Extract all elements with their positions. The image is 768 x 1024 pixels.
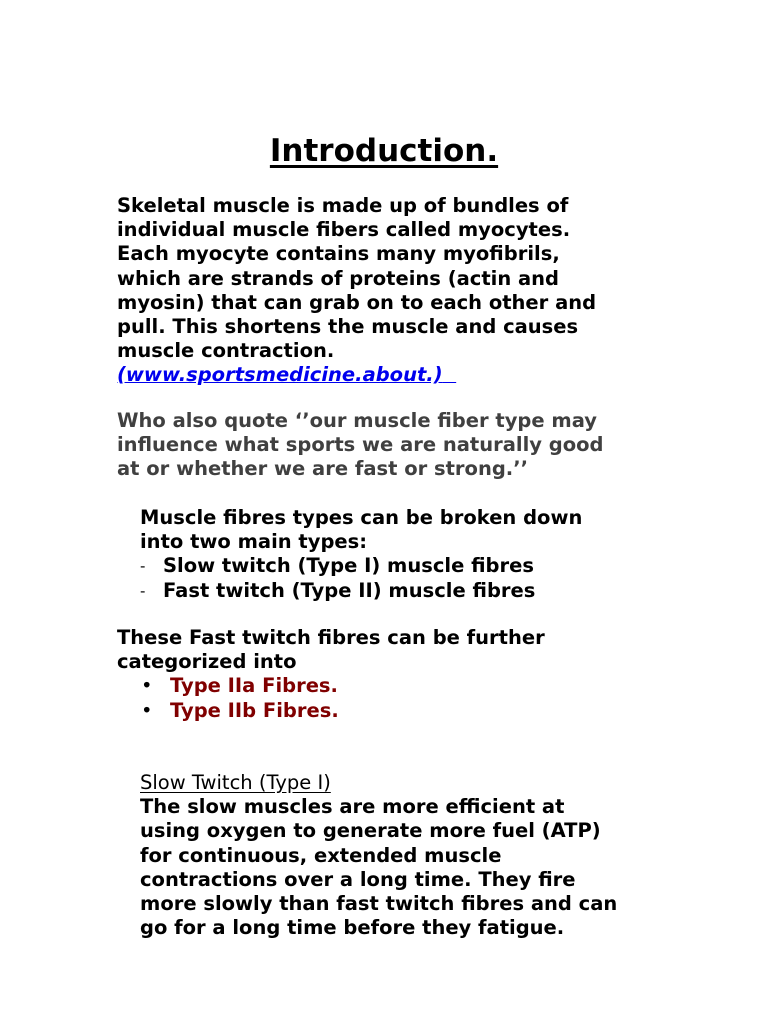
intro-line: which are strands of proteins (actin and [117,266,559,290]
section-heading: Slow Twitch (Type I) [140,771,331,794]
quote-line: Who also quote ‘’our muscle fiber type may [117,409,597,432]
list-item [140,579,582,603]
slow-twitch-section [140,771,617,940]
list-item [117,674,545,698]
fast-twitch-intro-line: These Fast twitch fibres can be further [117,626,545,649]
intro-line: Each myocyte contains many myofibrils, [117,242,560,266]
quote-paragraph [117,409,603,482]
fast-twitch-intro-line: categorized into [117,650,297,674]
fibre-types-section [140,506,582,603]
list-item-text: Fast twitch (Type II) muscle fibres [163,578,536,602]
intro-line: myosin) that can grab on to each other and [117,290,597,314]
list-item-text: Slow twitch (Type I) muscle fibres [163,554,534,578]
fibre-types-intro-line: into two main types: [140,530,368,554]
dash-marker: - [140,581,146,600]
slow-twitch-line: more slowly than fast twitch fibres and can [140,892,618,916]
quote-line: at or whether we are fast or strong.’’ [117,457,529,481]
fast-twitch-section [117,626,545,723]
list-item-text: Type IIa Fibres. [170,674,338,698]
fibre-types-intro-line: Muscle fibres types can be broken down [140,506,583,529]
intro-line: pull. This shortens the muscle and causes [117,315,579,339]
dash-marker: - [140,557,146,576]
source-link[interactable]: (www.sportsmedicine.about.) [117,363,443,387]
bullet-marker: • [141,698,153,722]
slow-twitch-line: using oxygen to generate more fuel (ATP) [140,819,601,843]
intro-line: individual muscle fibers called myocytes. [117,218,571,242]
bullet-marker: • [141,674,153,698]
intro-paragraph [117,194,596,388]
list-item [140,554,582,578]
quote-line: influence what sports we are naturally good [117,433,604,457]
intro-line: muscle contraction. [117,339,335,363]
list-item [117,699,545,723]
slow-twitch-line: The slow muscles are more efficient at [140,795,565,819]
slow-twitch-line: for continuous, extended muscle [140,843,502,867]
intro-line: Skeletal muscle is made up of bundles of [117,194,569,217]
page-title: Introduction. [269,133,499,169]
slow-twitch-line: go for a long time before they fatigue. [140,916,565,940]
list-item-text: Type IIb Fibres. [170,698,339,722]
slow-twitch-line: contractions over a long time. They fire [140,867,576,891]
